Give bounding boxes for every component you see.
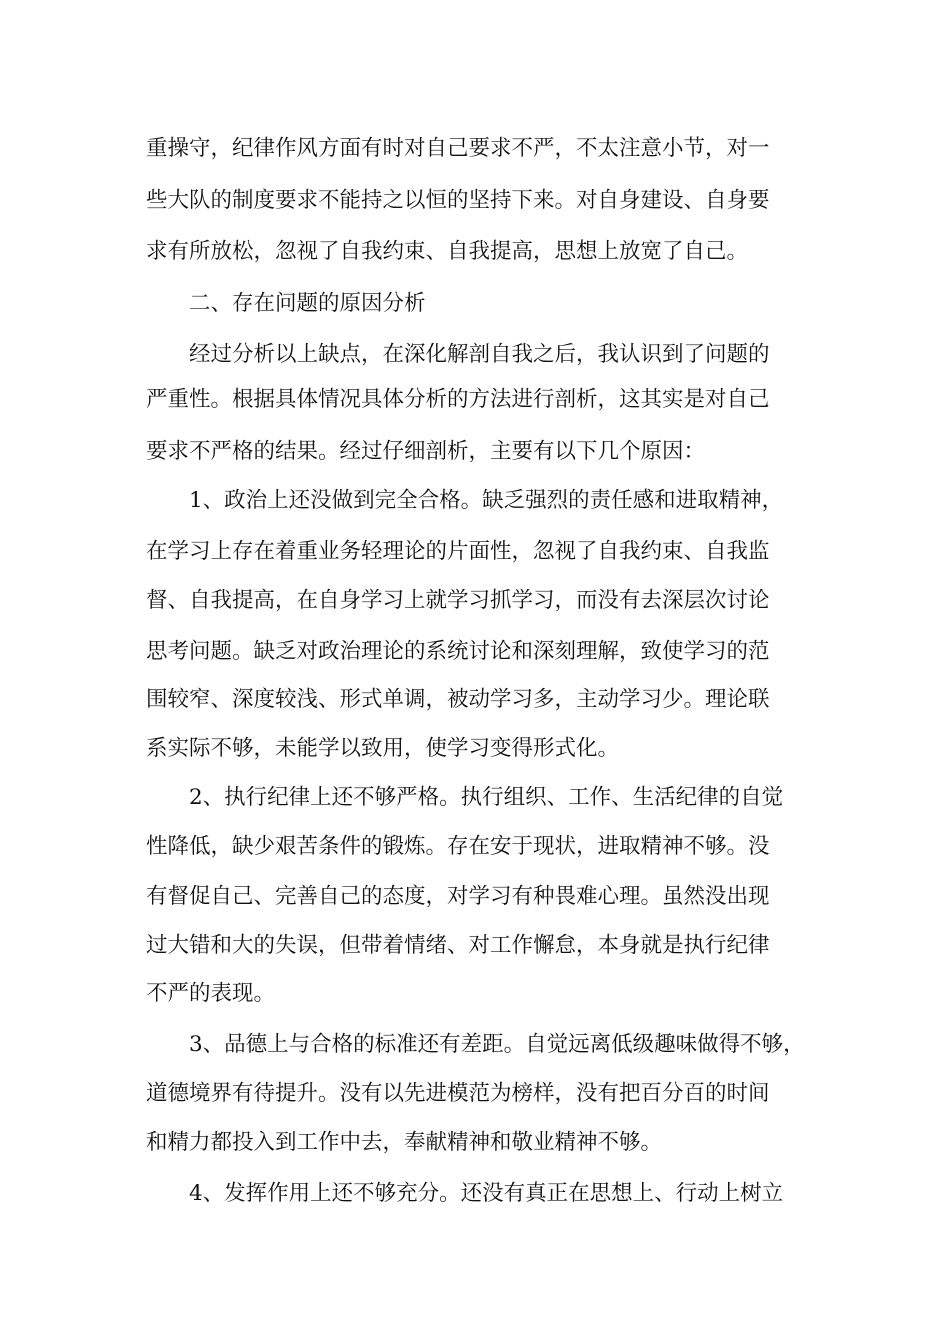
- text-line: 有督促自己、完善自己的态度，对学习有种畏难心理。虽然没出现: [146, 884, 770, 909]
- text-line: 围较窄、深度较浅、形式单调，被动学习多，主动学习少。理论联: [146, 687, 770, 712]
- text-line: 求有所放松，忽视了自我约束、自我提高，思想上放宽了自己。: [146, 239, 749, 264]
- text-line: 过大错和大的失误，但带着情绪、对工作懈怠，本身就是执行纪律: [146, 933, 770, 958]
- text-line: 不严的表现。: [146, 981, 276, 1006]
- text-line: 4、发挥作用上还不够充分。还没有真正在思想上、行动上树立: [189, 1181, 784, 1206]
- text-line: 2、执行纪律上还不够严格。执行组织、工作、生活纪律的自觉: [189, 785, 784, 810]
- text-line: 道德境界有待提升。没有以先进模范为榜样，没有把百分百的时间: [146, 1081, 770, 1106]
- text-line: 思考问题。缺乏对政治理论的系统讨论和深刻理解，致使学习的范: [146, 639, 770, 664]
- text-line: 些大队的制度要求不能持之以恒的坚持下来。对自身建设、自身要: [146, 188, 770, 213]
- text-line: 在学习上存在着重业务轻理论的片面性，忽视了自我约束、自我监: [146, 539, 770, 564]
- text-line: 重操守，纪律作风方面有时对自己要求不严，不太注意小节，对一: [146, 136, 770, 161]
- text-line: 经过分析以上缺点，在深化解剖自我之后，我认识到了问题的: [189, 342, 770, 367]
- text-line: 和精力都投入到工作中去，奉献精神和敬业精神不够。: [146, 1130, 663, 1155]
- text-line: 3、品德上与合格的标准还有差距。自觉远离低级趣味做得不够，: [189, 1032, 805, 1057]
- text-line: 严重性。根据具体情况具体分析的方法进行剖析，这其实是对自己: [146, 387, 770, 412]
- text-line: 系实际不够，未能学以致用，使学习变得形式化。: [146, 736, 620, 761]
- text-line: 督、自我提高，在自身学习上就学习抓学习，而没有去深层次讨论: [146, 588, 770, 613]
- text-line: 要求不严格的结果。经过仔细剖析，主要有以下几个原因：: [146, 439, 706, 464]
- section-heading: 二、存在问题的原因分析: [189, 291, 426, 316]
- text-line: 1、政治上还没做到完全合格。缺乏强烈的责任感和进取精神，: [189, 488, 784, 513]
- text-line: 性降低，缺少艰苦条件的锻炼。存在安于现状，进取精神不够。没: [146, 834, 770, 859]
